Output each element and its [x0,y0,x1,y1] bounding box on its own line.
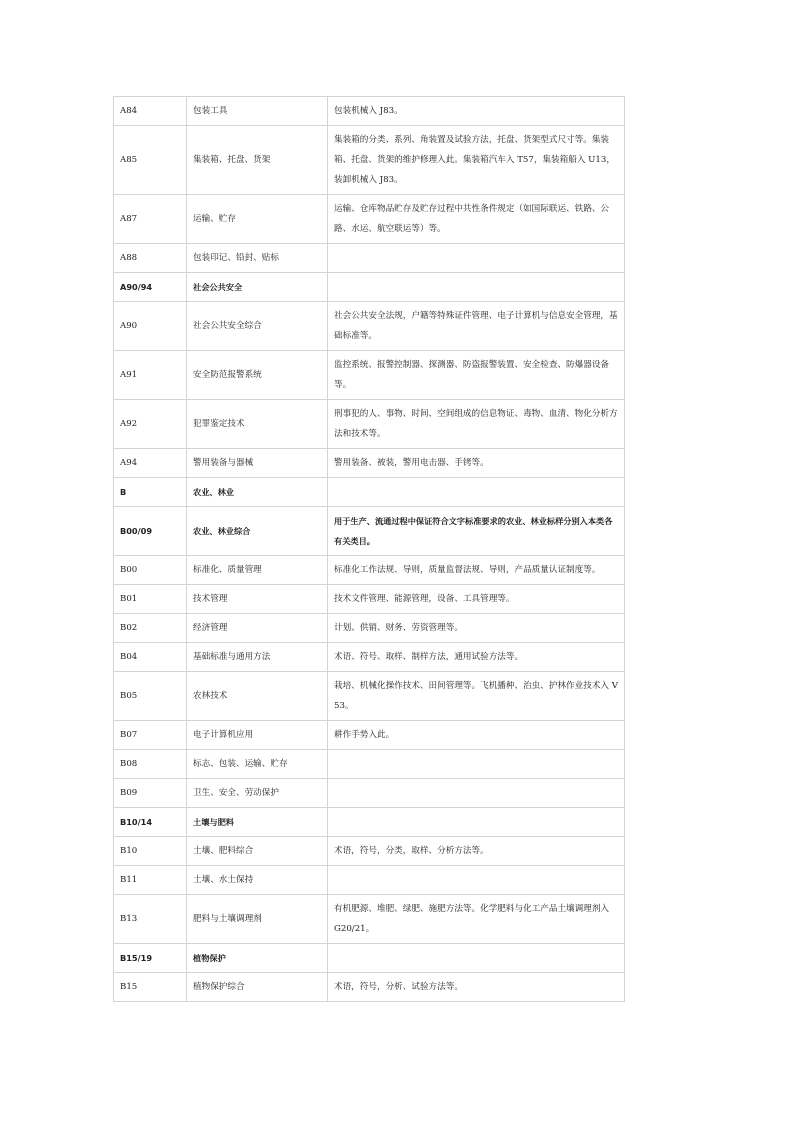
description-cell [328,478,625,507]
name-cell: 肥料与土壤调理剂 [187,895,328,944]
description-cell: 有机肥源、堆肥、绿肥、施肥方法等。化学肥料与化工产品土壤调理剂入 G20/21。 [328,895,625,944]
table-row [114,614,625,643]
description-cell [328,273,625,302]
description-cell [328,866,625,895]
description-cell: 术语、符号、取样、制样方法，通用试验方法等。 [328,643,625,672]
table-row [114,866,625,895]
table-section-row [114,478,625,507]
table-row [114,750,625,779]
code-cell: B05 [114,672,187,721]
name-cell: 运输、贮存 [187,195,328,244]
code-cell: A88 [114,244,187,273]
code-cell: A85 [114,126,187,195]
code-cell: B10/14 [114,808,187,837]
classification-table [113,96,625,1002]
name-cell: 土壤与肥料 [187,808,328,837]
code-cell: B04 [114,643,187,672]
table-row [114,244,625,273]
description-cell: 栽培、机械化操作技术、田间管理等。飞机播种、治虫、护林作业技术入 V53。 [328,672,625,721]
name-cell: 农林技术 [187,672,328,721]
table-section-row [114,273,625,302]
description-cell: 刑事犯的人、事物、时间、空间组成的信息物证、毒物、血清、物化分析方法和技术等。 [328,400,625,449]
code-cell: B02 [114,614,187,643]
description-cell: 术语，符号，分析、试验方法等。 [328,973,625,1002]
description-cell: 技术文件管理、能源管理，设备、工具管理等。 [328,585,625,614]
table-section-row [114,507,625,556]
name-cell: 包装工具 [187,97,328,126]
code-cell: A90/94 [114,273,187,302]
name-cell: 卫生、安全、劳动保护 [187,779,328,808]
code-cell: A94 [114,449,187,478]
description-cell: 社会公共安全法规，户籍等特殊证件管理、电子计算机与信息安全管理，基础标准等。 [328,302,625,351]
name-cell: 技术管理 [187,585,328,614]
description-cell: 集装箱的分类、系列、角装置及试验方法，托盘、货架型式尺寸等。集装箱、托盘、货架的维护修理入此。集装箱汽车入 T57，集装箱船入 U13，装卸机械入 J83。 [328,126,625,195]
table-row [114,351,625,400]
name-cell: 标志、包装、运输、贮存 [187,750,328,779]
description-cell: 术语，符号，分类，取样、分析方法等。 [328,837,625,866]
code-cell: A91 [114,351,187,400]
table-body [114,97,625,1002]
table-section-row [114,808,625,837]
name-cell: 农业、林业综合 [187,507,328,556]
name-cell: 土壤、水土保持 [187,866,328,895]
code-cell: A84 [114,97,187,126]
code-cell: A90 [114,302,187,351]
description-cell [328,808,625,837]
description-cell: 运输、仓库物品贮存及贮存过程中共性条件规定（如国际联运、铁路、公路、水运、航空联运等）等。 [328,195,625,244]
table-row [114,837,625,866]
table-row [114,779,625,808]
description-cell: 监控系统、报警控制器、探测器、防盗报警装置、安全检查、防爆器设备等。 [328,351,625,400]
name-cell: 农业、林业 [187,478,328,507]
name-cell: 经济管理 [187,614,328,643]
table-row [114,126,625,195]
code-cell: B00/09 [114,507,187,556]
description-cell: 标准化工作法规、导则，质量监督法规、导则，产品质量认证制度等。 [328,556,625,585]
code-cell: B11 [114,866,187,895]
code-cell: A92 [114,400,187,449]
description-cell: 包装机械入 J83。 [328,97,625,126]
name-cell: 社会公共安全综合 [187,302,328,351]
table-row [114,721,625,750]
code-cell: B13 [114,895,187,944]
table-row [114,643,625,672]
code-cell: B00 [114,556,187,585]
description-cell: 用于生产、流通过程中保证符合文字标准要求的农业、林业标样分别入本类各有关类目。 [328,507,625,556]
name-cell: 犯罪鉴定技术 [187,400,328,449]
code-cell: B07 [114,721,187,750]
table-section-row [114,944,625,973]
table-row [114,973,625,1002]
code-cell: B15 [114,973,187,1002]
table-row [114,585,625,614]
code-cell: B [114,478,187,507]
table-row [114,302,625,351]
name-cell: 植物保护 [187,944,328,973]
name-cell: 植物保护综合 [187,973,328,1002]
description-cell [328,779,625,808]
code-cell: B15/19 [114,944,187,973]
name-cell: 基础标准与通用方法 [187,643,328,672]
description-cell [328,750,625,779]
name-cell: 土壤、肥料综合 [187,837,328,866]
code-cell: B08 [114,750,187,779]
table-row [114,556,625,585]
name-cell: 电子计算机应用 [187,721,328,750]
code-cell: B01 [114,585,187,614]
table-row [114,895,625,944]
description-cell [328,244,625,273]
name-cell: 集装箱、托盘、货架 [187,126,328,195]
table-row [114,672,625,721]
name-cell: 标准化、质量管理 [187,556,328,585]
name-cell: 包装印记、铅封、贴标 [187,244,328,273]
code-cell: B10 [114,837,187,866]
description-cell: 计划、供销、财务、劳资管理等。 [328,614,625,643]
name-cell: 安全防范报警系统 [187,351,328,400]
name-cell: 警用装备与器械 [187,449,328,478]
name-cell: 社会公共安全 [187,273,328,302]
table-row [114,400,625,449]
code-cell: A87 [114,195,187,244]
code-cell: B09 [114,779,187,808]
table-row [114,195,625,244]
description-cell [328,944,625,973]
description-cell: 耕作手势入此。 [328,721,625,750]
description-cell: 警用装备、被装，警用电击器、手铐等。 [328,449,625,478]
table-row [114,97,625,126]
table-row [114,449,625,478]
